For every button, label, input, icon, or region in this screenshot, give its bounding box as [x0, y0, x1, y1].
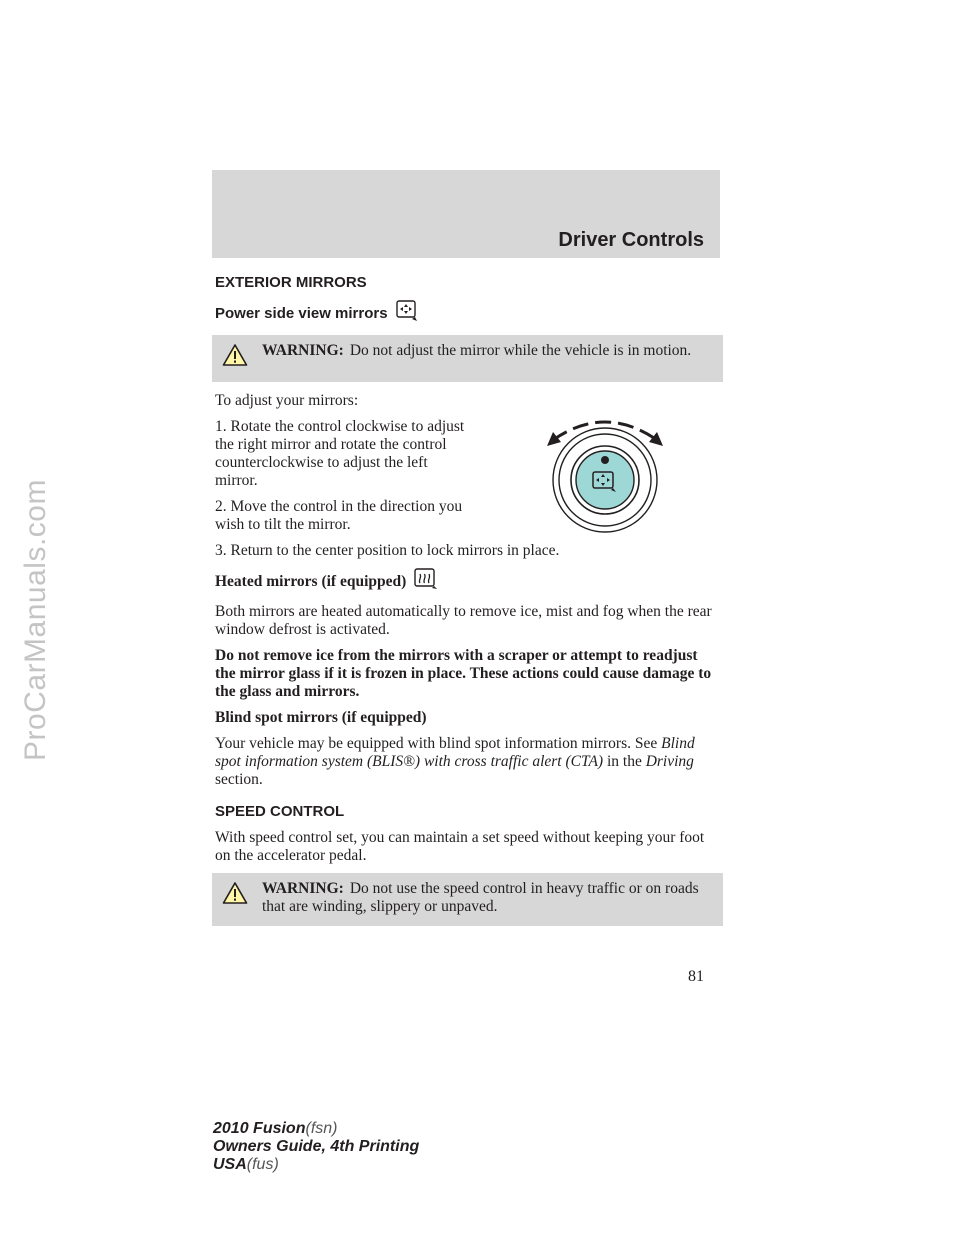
step-1: 1. Rotate the control clockwise to adjust the right mirror and rotate the control counterclockwise to adjust the left mirror.	[215, 418, 465, 489]
step-3: 3. Return to the center position to lock mirrors in place.	[215, 542, 560, 559]
heated-mirrors-text: Both mirrors are heated automatically to remove ice, mist and fog when the rear window defrost is activated.	[215, 603, 712, 638]
section-header	[212, 170, 720, 258]
exterior-mirrors-heading: EXTERIOR MIRRORS	[215, 274, 367, 291]
blind-spot-text	[215, 735, 720, 789]
warning-triangle-icon	[222, 881, 248, 910]
blind-spot-heading: Blind spot mirrors (if equipped)	[215, 709, 427, 726]
footer-region-code: (fus)	[246, 1156, 279, 1173]
watermark-text: ProCarManuals.com	[19, 479, 52, 761]
heated-mirror-icon	[414, 568, 438, 595]
heated-mirrors-heading	[215, 568, 720, 595]
watermark	[6, 330, 66, 910]
warning-triangle-icon	[222, 343, 248, 372]
footer-region: USA	[213, 1156, 247, 1173]
warning-label: WARNING:	[262, 880, 344, 897]
blis-reference: Blind spot information system (BLIS®) with cross traffic alert (CTA)	[215, 735, 695, 770]
heated-mirrors-title: Heated mirrors (if equipped)	[215, 573, 407, 590]
mirror-adjust-block	[215, 392, 720, 560]
footer-model-code: (fsn)	[305, 1120, 338, 1137]
warning-text: Do not use the speed control in heavy traffic or on roads that are winding, slippery or unpaved.	[262, 880, 699, 915]
heated-mirrors-caution: Do not remove ice from the mirrors with a scraper or attempt to readjust the mirror glass if it is frozen in place. These actions could cause damage to the glass and mirrors.	[215, 647, 712, 700]
footer-model: 2010 Fusion	[213, 1120, 306, 1137]
section-title: Driver Controls	[558, 229, 704, 251]
driving-section-ref: Driving	[645, 753, 694, 770]
warning-text: Do not adjust the mirror while the vehicle is in motion.	[349, 342, 692, 359]
power-mirrors-title: Power side view mirrors	[215, 305, 388, 322]
footer-guide: Owners Guide, 4th Printing	[213, 1138, 420, 1155]
power-mirrors-heading	[215, 300, 720, 327]
speed-control-warning	[212, 873, 723, 926]
step-2: 2. Move the control in the direction you wish to tilt the mirror.	[215, 498, 463, 533]
document-footer	[213, 1120, 419, 1174]
mirror-knob-diagram	[543, 410, 673, 545]
speed-control-text: With speed control set, you can maintain a set speed without keeping your foot on the accelerator pedal.	[215, 829, 705, 864]
adjust-intro: To adjust your mirrors:	[215, 392, 359, 409]
mirror-control-icon	[396, 300, 418, 327]
mirror-warning	[212, 335, 723, 382]
blind-spot-text-start: Your vehicle may be equipped with blind spot information mirrors. See	[215, 735, 658, 752]
speed-control-heading: SPEED CONTROL	[215, 803, 345, 820]
warning-label: WARNING:	[262, 342, 344, 359]
page-content	[215, 268, 720, 936]
in-the-text: in the	[606, 753, 642, 770]
section-word: section.	[215, 771, 263, 788]
page-number: 81	[688, 968, 704, 985]
